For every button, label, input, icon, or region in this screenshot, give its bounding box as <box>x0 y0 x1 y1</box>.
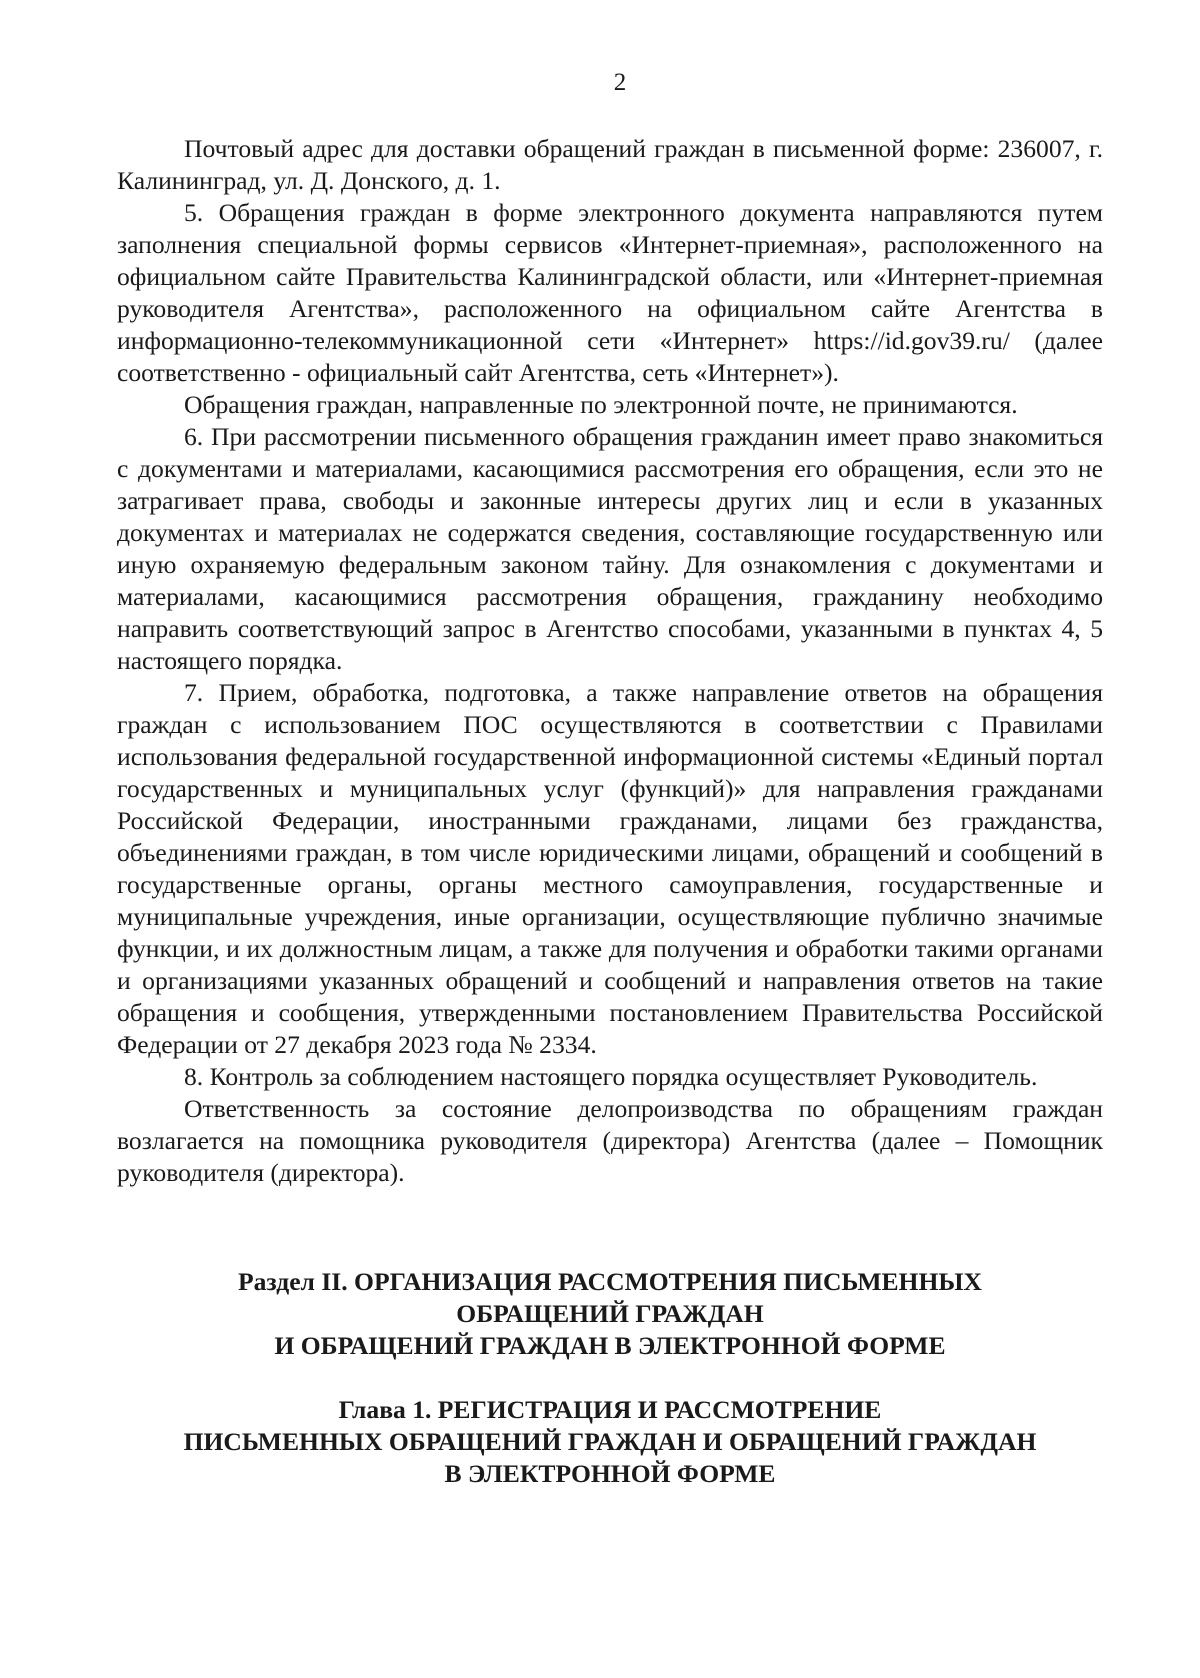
document-body <box>117 133 1103 1189</box>
paragraph-email-not-accepted: Обращения граждан, направленные по электронной почте, не принимаются. <box>184 390 1018 419</box>
paragraph-item-8: 8. Контроль за соблюдением настоящего порядка осуществляет Руководитель. <box>184 1062 1038 1091</box>
paragraph-postal-address: Почтовый адрес для доставки обращений граждан в письменной форме: 236007, г. Калининград, ул. Д. Донского, д. 1. <box>117 134 1103 195</box>
section-heading-line: И ОБРАЩЕНИЙ ГРАЖДАН В ЭЛЕКТРОННОЙ ФОРМЕ <box>274 1331 946 1360</box>
paragraph-item-6: 6. При рассмотрении письменного обращения гражданин имеет право знакомиться с документами и материалами, касающимися рассмотрения его обращения, если это не затрагивает права, свободы и законные интересы других лиц и если в указанных документах и материалах не содержатся сведения, составляющие государственную или иную охраняемую федеральным законом тайну. Для ознакомления с документами и материалами, касающимися рассмотрения обращения, гражданину необходимо направить соответствующий запрос в Агентство способами, указанными в пунктах 4, 5 настоящего порядка. <box>117 422 1103 675</box>
section-heading-line: ОБРАЩЕНИЙ ГРАЖДАН <box>456 1299 764 1328</box>
chapter-heading <box>110 1394 1110 1490</box>
section-heading-line: Раздел II. ОРГАНИЗАЦИЯ РАССМОТРЕНИЯ ПИСЬМЕННЫХ <box>238 1267 982 1296</box>
page-number: 2 <box>613 69 627 96</box>
chapter-heading-line: ПИСЬМЕННЫХ ОБРАЩЕНИЙ ГРАЖДАН И ОБРАЩЕНИЙ ГРАЖДАН <box>183 1427 1037 1456</box>
paragraph-responsibility: Ответственность за состояние делопроизводства по обращениям граждан возлагается на помощника руководителя (директора) Агентства (далее – Помощник руководителя (директора). <box>117 1094 1103 1187</box>
paragraph-item-5: 5. Обращения граждан в форме электронного документа направляются путем заполнения специальной формы сервисов «Интернет-приемная», расположенного на официальном сайте Правительства Калининградской области, или «Интернет-приемная руководителя Агентства», расположенного на официальном сайте Агентства в информационно-телекоммуникационной сети «Интернет» https://id.gov39.ru/ (далее соответственно - официальный сайт Агентства, сеть «Интернет»). <box>117 198 1103 387</box>
chapter-heading-line: Глава 1. РЕГИСТРАЦИЯ И РАССМОТРЕНИЕ <box>338 1395 882 1424</box>
section-heading <box>110 1266 1110 1362</box>
chapter-heading-line: В ЭЛЕКТРОННОЙ ФОРМЕ <box>444 1459 776 1488</box>
paragraph-item-7: 7. Прием, обработка, подготовка, а также направление ответов на обращения граждан с использованием ПОС осуществляются в соответствии с Правилами использования федеральной государственной информационной системы «Единый портал государственных и муниципальных услуг (функций)» для направления гражданами Российской Федерации, иностранными гражданами, лицами без гражданства, объединениями граждан, в том числе юридическими лицами, обращений и сообщений в государственные органы, органы местного самоуправления, государственные и муниципальные учреждения, иные организации, осуществляющие публично значимые функции, и их должностным лицам, а также для получения и обработки такими органами и организациями указанных обращений и сообщений и направления ответов на такие обращения и сообщения, утвержденными постановлением Правительства Российской Федерации от 27 декабря 2023 года № 2334. <box>117 678 1103 1059</box>
